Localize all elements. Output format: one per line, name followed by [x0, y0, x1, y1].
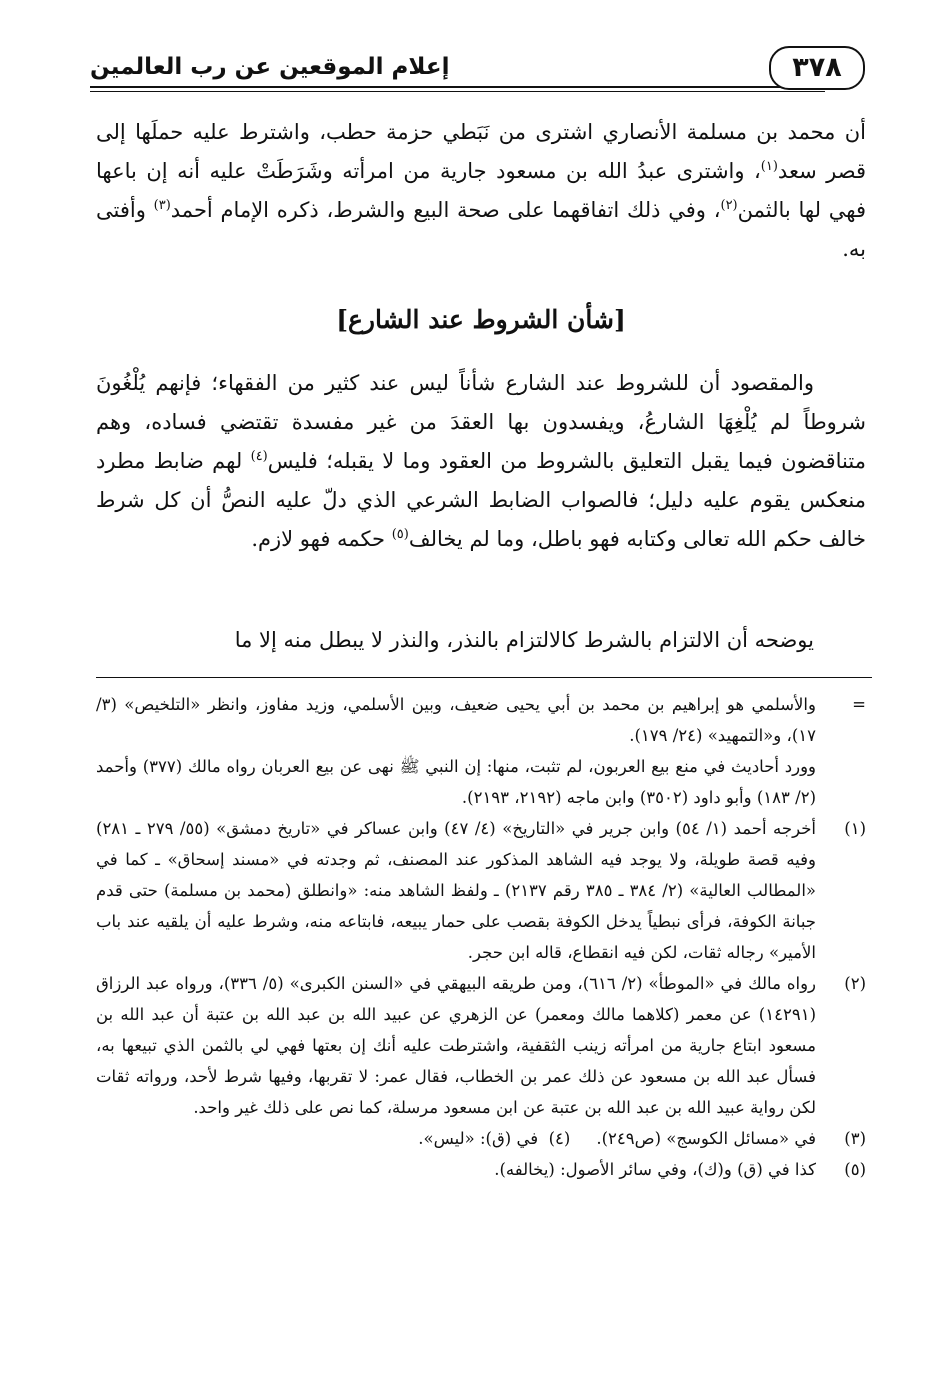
paragraph-2	[96, 364, 866, 559]
footnote-1-text: أخرجه أحمد (١/ ٥٤) وابن جرير في «التاريخ» (٤/ ٤٧) وابن عساكر في «تاريخ دمشق» (٥٥/ ٢٧٩ ـ ٢٨١) وفيه قصة طويلة، ولا يوجد فيه الشاهد المذكور عند المصنف، ثم وجدته في «مسند إسحاق» ـ كما في «المطالب العالية» (٢/ ٣٨٤ ـ ٣٨٥ رقم ٢١٣٧) ـ ولفظ الشاهد منه: «وانطلق (محمد بن مسلمة) حتى قدم جبانة الكوفة، فرأى نبطياً يدخل الكوفة بقصب على حمار يبيعه، فابتاعه منه، وشرط عليه أن يلقيه عند باب الأمير» رجاله ثقات، لكن فيه انقطاع، قاله ابن حجر.	[96, 819, 816, 962]
footnote-3-4-inline	[96, 1123, 816, 1154]
footnote-2-mark: (٢)	[844, 974, 866, 993]
footnote-5-mark: (٥)	[844, 1160, 866, 1179]
paragraph-1-text-c: ، وفي ذلك اتفاقهما على صحة البيع والشرط، ذكره الإمام أحمد	[170, 198, 721, 222]
footnote-continuation	[96, 689, 866, 751]
footnote-3-4	[96, 1123, 866, 1154]
footnotes-block	[96, 689, 866, 1185]
footnote-5-text: كذا في (ق) و(ك)، وفي سائر الأصول: (يخالفه).	[494, 1160, 816, 1179]
footnote-3-mark: (٣)	[844, 1129, 866, 1148]
footnote-2-text: رواه مالك في «الموطأ» (٢/ ٦١٦)، ومن طريقه البيهقي في «السنن الكبرى» (٥/ ٣٣٦)، ورواه عبد الرزاق (١٤٢٩١) عن معمر (كلاهما مالك ومعمر) عن الزهري عن عبيد الله بن عبد الله بن عتبة أن عبد الله بن مسعود ابتاع جارية من امرأته زينب الثقفية، واشترطت عليه أنك إن بعتها فهي لي بالثمن الذي تبيعها به، فسأل عبد الله بن مسعود عن ذلك عمر بن الخطاب، فقال عمر: لا تقربها، وفيها شرط لأحد، ورواته ثقات لكن رواية عبيد الله بن عبد الله بن عتبة عن ابن مسعود مرسلة، كما نص على ذلك غير واحد.	[96, 974, 817, 1117]
footnote-1-mark: (١)	[844, 819, 866, 838]
footnote-4-text: في (ق): «ليس».	[418, 1129, 539, 1148]
paragraph-1-text-a: أن محمد بن مسلمة الأنصاري اشترى من نَبَطي حزمة حطب، واشترط عليه حملَها إلى قصر سعد	[96, 120, 866, 183]
footnote-4-mark: (٤)	[548, 1129, 571, 1148]
continuation-text-2: وورد أحاديث في منع بيع العربون، لم تثبت، منها: إن النبي ﷺ نهى عن بيع العربان رواه مالك (٣٧٧) وأحمد (٢/ ١٨٣) وأبو داود (٣٥٠٢) وابن ماجه (٢١٩٢، ٢١٩٣).	[96, 757, 816, 807]
footnote-3-text: في «مسائل الكوسج» (ص٢٤٩).	[596, 1129, 816, 1148]
paragraph-3: يوضحه أن الالتزام بالشرط كالالتزام بالنذر، والنذر لا يبطل منه إلا ما	[234, 628, 814, 652]
footnote-ref-3[interactable]: (٣)	[153, 198, 171, 213]
paragraph-2-text-a: والمقصود أن للشروط عند الشارع شأناً ليس عند كثير من الفقهاء؛ فإنهم يُلْغُونَ شروطاً لم يُلْغِهَا الشارعُ، ويفسدون بها العقدَ من غير مفسدة تقتضي فساده، وهم متناقضون فيما يقبل التعليق بالشروط من العقود وما لا يقبله؛ فليس	[96, 371, 866, 473]
header-rule	[90, 86, 825, 88]
paragraph-2-text-b: لهم ضابط مطرد منعكس يقوم عليه دليل؛ فالصواب الضابط الشرعي الذي دلّ عليه النصُّ أن كل شرط خالف حكم الله تعالى وكتابه فهو باطل، وما لم يخالف	[96, 449, 866, 551]
footnote-2	[96, 968, 866, 1123]
footnote-1	[96, 813, 866, 968]
paragraph-1-text-b: ، واشترى عبدُ الله بن مسعود جارية من امرأته وشَرَطَتْ عليه أنه إن باعها فهي لها بالثمن	[96, 159, 866, 222]
page-header	[90, 46, 865, 96]
continuation-mark: =	[852, 695, 866, 714]
continuation-text-1: والأسلمي هو إبراهيم بن محمد بن أبي يحيى ضعيف، وبين الأسلمي، وزيد مفاوز، وانظر «التلخيص» (٣/ ١٧)، و«التمهيد» (٢٤/ ١٧٩).	[96, 695, 816, 745]
footnote-ref-1[interactable]: (١)	[760, 159, 778, 174]
paragraph-1	[96, 113, 866, 269]
footnote-ref-5[interactable]: (٥)	[391, 527, 409, 542]
footnote-ref-4[interactable]: (٤)	[250, 449, 268, 464]
section-heading: [شأن الشروط عند الشارع]	[336, 305, 626, 334]
footnote-4	[418, 1123, 570, 1154]
paragraph-1-text-d: وأفتى به.	[96, 198, 866, 261]
header-rule-thin	[90, 91, 825, 92]
paragraph-2-text-c: حكمه فهو لازم.	[251, 527, 392, 551]
book-title: إعلام الموقعين عن رب العالمين	[90, 54, 450, 80]
footnote-separator	[96, 677, 872, 678]
page-number: ٣٧٨	[769, 46, 865, 90]
footnote-5	[96, 1154, 866, 1185]
footnote-ref-2[interactable]: (٢)	[720, 198, 738, 213]
